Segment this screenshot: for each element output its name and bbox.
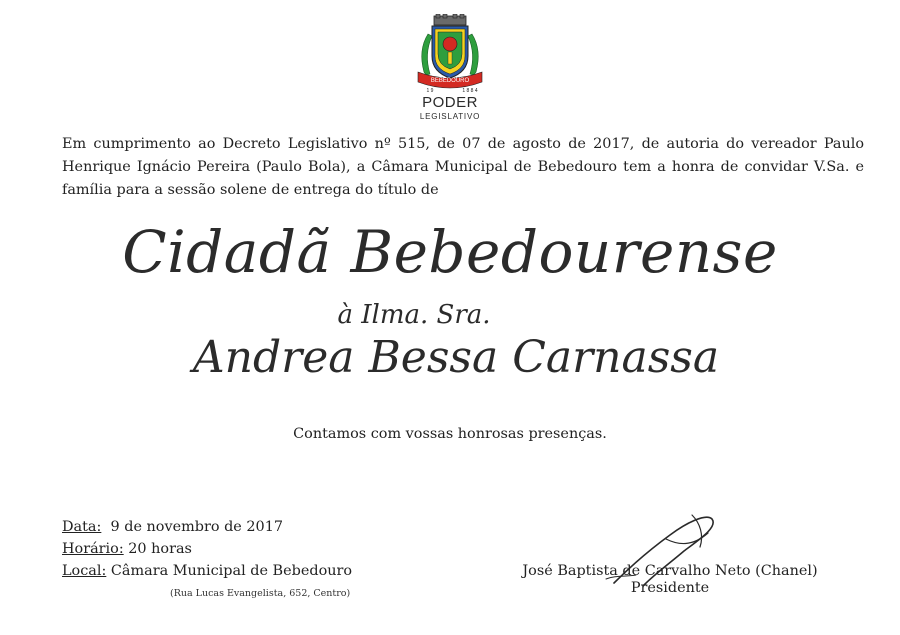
date-value: 9 de novembro de 2017 [110, 519, 284, 535]
time-row [62, 538, 352, 560]
closing-line: Contamos com vossas honrosas presenças. [293, 426, 607, 442]
date-label: Data: [62, 519, 102, 535]
honorific: à Ilma. Sra. [337, 300, 491, 330]
signatory-role: Presidente [630, 580, 710, 596]
place-value: Câmara Municipal de Bebedouro [110, 563, 353, 579]
municipal-coat-of-arms-icon [410, 14, 490, 96]
intro-paragraph: Em cumprimento ao Decreto Legislativo nº 515, de 07 de agosto de 2017, de autoria do vereador Paulo Henrique Ignácio Pereira (Paulo Bola), a Câmara Municipal de Bebedouro tem a honra de convidar V.Sa. e família para a sessão solene de entrega do título de [62, 136, 864, 198]
crest-banner-text: BEBEDOURO [430, 78, 470, 84]
institution-subtitle: LEGISLATIVO [419, 112, 481, 121]
signatory-name: José Baptista de Carvalho Neto (Chanel) [522, 563, 818, 579]
honoree-name: Andrea Bessa Carnassa [192, 332, 720, 383]
time-value: 20 horas [128, 541, 192, 557]
event-details [62, 516, 352, 582]
event-address: (Rua Lucas Evangelista, 652, Centro) [170, 588, 351, 599]
crest-year-right: 1 8 8 4 [462, 88, 478, 94]
honor-title: Cidadã Bebedourense [122, 218, 778, 286]
time-label: Horário: [62, 541, 124, 557]
crest-year-left: 1 9 [426, 88, 434, 94]
place-label: Local: [62, 563, 107, 579]
date-row [62, 516, 352, 538]
institution-name: PODER [422, 94, 478, 111]
place-row [62, 560, 352, 582]
